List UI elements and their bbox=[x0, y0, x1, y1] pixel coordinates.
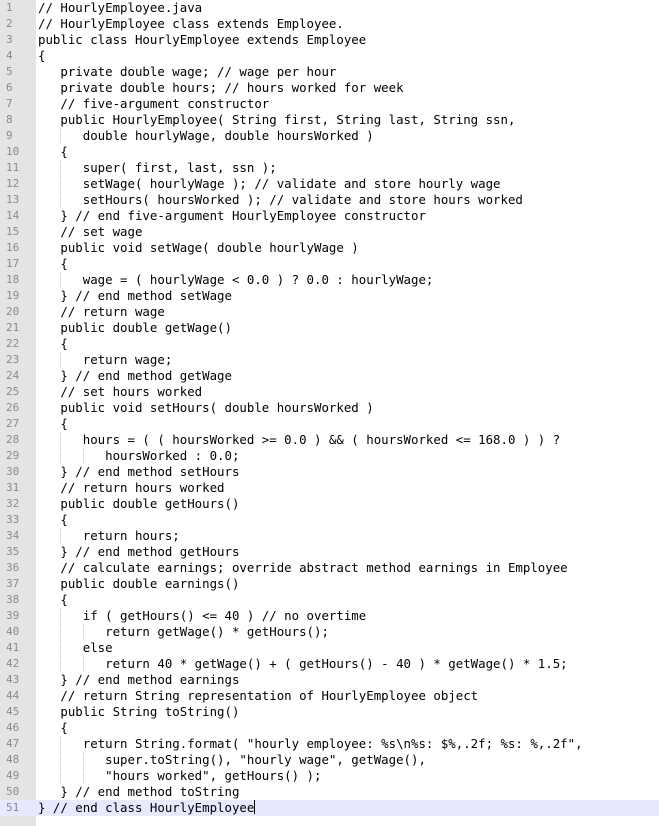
code-text: setHours( hoursWorked ); // validate and store hours worked bbox=[38, 192, 523, 207]
code-text: // five-argument constructor bbox=[38, 96, 270, 111]
line-number: 6 bbox=[6, 81, 13, 94]
line-number: 8 bbox=[6, 113, 13, 126]
line-number: 11 bbox=[6, 161, 20, 174]
line-number: 3 bbox=[6, 33, 13, 46]
code-line[interactable] bbox=[0, 768, 659, 784]
code-line[interactable] bbox=[0, 96, 659, 112]
code-line[interactable] bbox=[0, 0, 659, 16]
code-line[interactable] bbox=[0, 384, 659, 400]
line-number: 51 bbox=[6, 801, 20, 814]
line-number: 32 bbox=[6, 497, 20, 510]
line-number: 17 bbox=[6, 257, 20, 270]
code-line[interactable] bbox=[0, 176, 659, 192]
code-line[interactable] bbox=[0, 272, 659, 288]
line-number: 42 bbox=[6, 657, 20, 670]
code-line[interactable] bbox=[0, 528, 659, 544]
line-number: 50 bbox=[6, 785, 20, 798]
line-number: 9 bbox=[6, 129, 13, 142]
code-text: hours = ( ( hoursWorked >= 0.0 ) && ( hoursWorked <= 168.0 ) ) ? bbox=[38, 432, 561, 447]
code-line[interactable] bbox=[0, 416, 659, 432]
line-number: 1 bbox=[6, 1, 13, 14]
line-number: 7 bbox=[6, 97, 13, 110]
code-text: { bbox=[38, 336, 68, 351]
code-line[interactable] bbox=[0, 512, 659, 528]
code-text: } // end method setWage bbox=[38, 288, 232, 303]
code-text: { bbox=[38, 720, 68, 735]
line-number: 44 bbox=[6, 689, 20, 702]
code-text: // return hours worked bbox=[38, 480, 225, 495]
code-text: if ( getHours() <= 40 ) // no overtime bbox=[38, 608, 367, 623]
code-line[interactable] bbox=[0, 112, 659, 128]
code-line[interactable] bbox=[0, 144, 659, 160]
code-text: public void setHours( double hoursWorked ) bbox=[38, 400, 374, 415]
code-line[interactable] bbox=[0, 592, 659, 608]
line-number: 35 bbox=[6, 545, 20, 558]
code-text: public double getWage() bbox=[38, 320, 232, 335]
code-line[interactable] bbox=[0, 752, 659, 768]
code-line[interactable] bbox=[0, 480, 659, 496]
line-number: 37 bbox=[6, 577, 20, 590]
line-number: 46 bbox=[6, 721, 20, 734]
code-text: { bbox=[38, 144, 68, 159]
line-number: 43 bbox=[6, 673, 20, 686]
code-text: public class HourlyEmployee extends Employee bbox=[38, 32, 367, 47]
line-number: 2 bbox=[6, 17, 13, 30]
line-number: 48 bbox=[6, 753, 20, 766]
code-line[interactable] bbox=[0, 128, 659, 144]
code-text: super( first, last, ssn ); bbox=[38, 160, 277, 175]
code-line[interactable] bbox=[0, 496, 659, 512]
code-line[interactable] bbox=[0, 256, 659, 272]
code-text: // HourlyEmployee.java bbox=[38, 0, 203, 15]
line-number: 5 bbox=[6, 65, 13, 78]
code-line[interactable] bbox=[0, 224, 659, 240]
code-text: // set wage bbox=[38, 224, 143, 239]
code-line[interactable] bbox=[0, 448, 659, 464]
code-line[interactable] bbox=[0, 400, 659, 416]
line-number: 49 bbox=[6, 769, 20, 782]
text-cursor bbox=[254, 800, 255, 814]
code-line[interactable] bbox=[0, 576, 659, 592]
code-text: } // end method toString bbox=[38, 784, 240, 799]
code-text: { bbox=[38, 512, 68, 527]
code-line[interactable] bbox=[0, 464, 659, 480]
code-text: { bbox=[38, 256, 68, 271]
code-text: } // end five-argument HourlyEmployee constructor bbox=[38, 208, 426, 223]
line-number: 14 bbox=[6, 209, 20, 222]
line-number: 45 bbox=[6, 705, 20, 718]
line-number: 4 bbox=[6, 49, 13, 62]
line-number: 25 bbox=[6, 385, 20, 398]
code-line[interactable] bbox=[0, 656, 659, 672]
code-line[interactable] bbox=[0, 560, 659, 576]
line-number: 19 bbox=[6, 289, 20, 302]
line-number: 29 bbox=[6, 449, 20, 462]
code-line[interactable] bbox=[0, 64, 659, 80]
line-number: 24 bbox=[6, 369, 20, 382]
code-text: { bbox=[38, 48, 46, 63]
code-text: // calculate earnings; override abstract method earnings in Employee bbox=[38, 560, 568, 575]
line-number: 22 bbox=[6, 337, 20, 350]
code-line[interactable] bbox=[0, 352, 659, 368]
code-text: } // end method getHours bbox=[38, 544, 240, 559]
code-line[interactable] bbox=[0, 640, 659, 656]
code-text: public double getHours() bbox=[38, 496, 240, 511]
line-number: 18 bbox=[6, 273, 20, 286]
code-text: { bbox=[38, 592, 68, 607]
code-text: public String toString() bbox=[38, 704, 240, 719]
code-text: { bbox=[38, 416, 68, 431]
code-text: private double wage; // wage per hour bbox=[38, 64, 337, 79]
line-number: 28 bbox=[6, 433, 20, 446]
code-line[interactable] bbox=[0, 304, 659, 320]
line-number: 23 bbox=[6, 353, 20, 366]
code-text: return 40 * getWage() + ( getHours() - 40 ) * getWage() * 1.5; bbox=[38, 656, 568, 671]
code-text: "hours worked", getHours() ); bbox=[38, 768, 322, 783]
line-number: 39 bbox=[6, 609, 20, 622]
code-text: // HourlyEmployee class extends Employee. bbox=[38, 16, 344, 31]
code-line[interactable] bbox=[0, 784, 659, 800]
line-number: 38 bbox=[6, 593, 20, 606]
line-number: 12 bbox=[6, 177, 20, 190]
code-text: // return wage bbox=[38, 304, 165, 319]
code-text: return wage; bbox=[38, 352, 173, 367]
code-text: super.toString(), "hourly wage", getWage(), bbox=[38, 752, 426, 767]
code-text: return getWage() * getHours(); bbox=[38, 624, 329, 639]
code-text: wage = ( hourlyWage < 0.0 ) ? 0.0 : hourlyWage; bbox=[38, 272, 434, 287]
line-number: 16 bbox=[6, 241, 20, 254]
line-number: 21 bbox=[6, 321, 20, 334]
code-line[interactable] bbox=[0, 240, 659, 256]
code-line[interactable] bbox=[0, 48, 659, 64]
code-line[interactable] bbox=[0, 208, 659, 224]
code-line[interactable] bbox=[0, 160, 659, 176]
code-text: double hourlyWage, double hoursWorked ) bbox=[38, 128, 374, 143]
code-text: public HourlyEmployee( String first, String last, String ssn, bbox=[38, 112, 516, 127]
code-line[interactable] bbox=[0, 336, 659, 352]
code-line[interactable] bbox=[0, 288, 659, 304]
line-number: 13 bbox=[6, 193, 20, 206]
code-line[interactable] bbox=[0, 320, 659, 336]
code-text: } // end method earnings bbox=[38, 672, 240, 687]
code-line[interactable] bbox=[0, 672, 659, 688]
code-line[interactable] bbox=[0, 688, 659, 704]
code-text: else bbox=[38, 640, 113, 655]
code-line[interactable] bbox=[0, 80, 659, 96]
line-number: 36 bbox=[6, 561, 20, 574]
line-number: 31 bbox=[6, 481, 20, 494]
code-line[interactable] bbox=[0, 544, 659, 560]
line-number: 10 bbox=[6, 145, 20, 158]
code-text: } // end class HourlyEmployee bbox=[38, 800, 255, 815]
line-number: 33 bbox=[6, 513, 20, 526]
code-text: public void setWage( double hourlyWage ) bbox=[38, 240, 359, 255]
code-text: } // end method setHours bbox=[38, 464, 240, 479]
code-text: return String.format( "hourly employee: %s\n%s: $%,.2f; %s: %,.2f", bbox=[38, 736, 583, 751]
code-text: } // end method getWage bbox=[38, 368, 232, 383]
code-line[interactable] bbox=[0, 32, 659, 48]
code-text: public double earnings() bbox=[38, 576, 240, 591]
code-line[interactable] bbox=[0, 720, 659, 736]
code-text: // return String representation of HourlyEmployee object bbox=[38, 688, 479, 703]
line-number: 30 bbox=[6, 465, 20, 478]
code-text: setWage( hourlyWage ); // validate and store hourly wage bbox=[38, 176, 501, 191]
code-line[interactable] bbox=[0, 16, 659, 32]
line-number: 26 bbox=[6, 401, 20, 414]
code-line[interactable] bbox=[0, 800, 659, 816]
code-line[interactable] bbox=[0, 736, 659, 752]
code-line[interactable] bbox=[0, 368, 659, 384]
line-number: 41 bbox=[6, 641, 20, 654]
code-line[interactable] bbox=[0, 704, 659, 720]
code-text: // set hours worked bbox=[38, 384, 203, 399]
code-line[interactable] bbox=[0, 192, 659, 208]
line-number: 27 bbox=[6, 417, 20, 430]
line-number: 40 bbox=[6, 625, 20, 638]
code-line[interactable] bbox=[0, 432, 659, 448]
line-number: 20 bbox=[6, 305, 20, 318]
code-text: return hours; bbox=[38, 528, 180, 543]
code-text: hoursWorked : 0.0; bbox=[38, 448, 240, 463]
line-number: 15 bbox=[6, 225, 20, 238]
line-number: 34 bbox=[6, 529, 20, 542]
code-text: private double hours; // hours worked for week bbox=[38, 80, 404, 95]
code-line[interactable] bbox=[0, 608, 659, 624]
line-number: 47 bbox=[6, 737, 20, 750]
code-line[interactable] bbox=[0, 624, 659, 640]
